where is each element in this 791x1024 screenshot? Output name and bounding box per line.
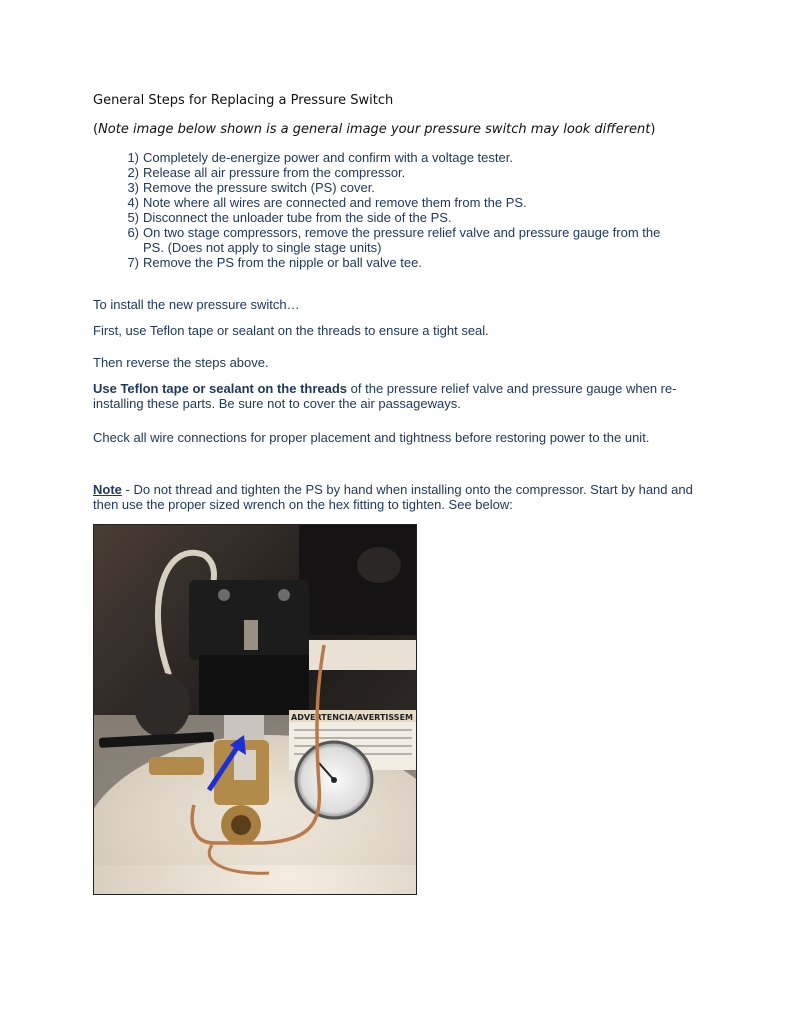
step-number: 5) — [127, 210, 139, 225]
document-title: General Steps for Replacing a Pressure Switch — [93, 93, 394, 108]
install-intro: To install the new pressure switch… — [93, 297, 300, 312]
list-item — [115, 195, 675, 210]
final-note — [93, 482, 698, 512]
step-number: 3) — [127, 180, 139, 195]
step-text: Completely de-energize power and confirm with a voltage tester. — [143, 150, 513, 165]
step-text: On two stage compressors, remove the pressure relief valve and pressure gauge from the PS. (Does not apply to single stage units) — [143, 225, 661, 255]
step-number: 1) — [127, 150, 139, 165]
list-item — [115, 165, 675, 180]
note-text: - Do not thread and tighten the PS by hand when installing onto the compressor. Start by hand and then use the proper sized wrench on the hex fitting to tighten. See below: — [93, 482, 693, 512]
list-item — [115, 210, 675, 225]
check-instruction: Check all wire connections for proper placement and tightness before restoring power to the unit. — [93, 430, 650, 445]
reverse-instruction: Then reverse the steps above. — [93, 355, 269, 370]
steps-list — [115, 150, 675, 270]
note-label: Note — [93, 482, 122, 497]
image-note — [93, 122, 655, 137]
first-instruction: First, use Teflon tape or sealant on the threads to ensure a tight seal. — [93, 323, 489, 338]
list-item — [115, 225, 675, 255]
step-text: Note where all wires are connected and remove them from the PS. — [143, 195, 527, 210]
list-item — [115, 150, 675, 165]
step-text: Remove the PS from the nipple or ball valve tee. — [143, 255, 422, 270]
list-item — [115, 180, 675, 195]
list-item — [115, 255, 675, 270]
warning-label-text: ADVERTENCIA/AVERTISSEM — [291, 713, 413, 722]
pressure-switch-photo — [93, 524, 417, 895]
note-open-paren: ( — [93, 122, 99, 137]
step-number: 4) — [127, 195, 139, 210]
photo-illustration — [94, 525, 416, 894]
step-text: Release all air pressure from the compressor. — [143, 165, 406, 180]
teflon-paragraph — [93, 381, 683, 411]
note-italic-text: Note image below shown is a general image your pressure switch may look different — [98, 122, 651, 137]
step-text: Disconnect the unloader tube from the side of the PS. — [143, 210, 452, 225]
teflon-rest-text: of the pressure relief valve and pressure gauge when re-installing these parts. Be sure not to cover the air passageways. — [93, 381, 677, 411]
step-number: 6) — [127, 225, 139, 240]
teflon-bold-text: Use Teflon tape or sealant on the threads — [93, 381, 348, 396]
step-number: 2) — [127, 165, 139, 180]
step-number: 7) — [127, 255, 139, 270]
note-close-paren: ) — [650, 122, 656, 137]
step-text: Remove the pressure switch (PS) cover. — [143, 180, 375, 195]
